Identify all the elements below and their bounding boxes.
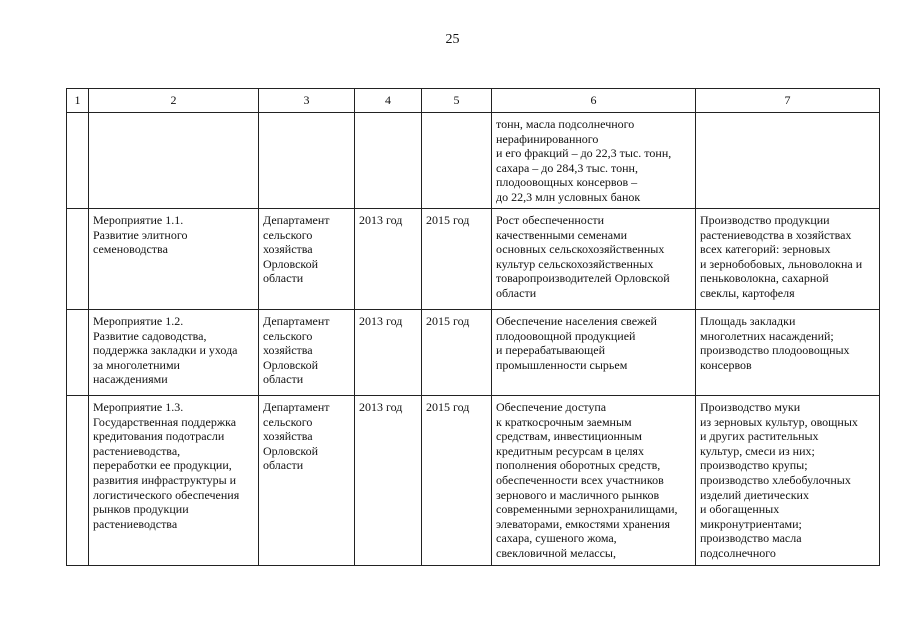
cell-col-1: [67, 209, 89, 310]
cell-indicators: Производство муки из зерновых культур, овощных и других растительных культур, смеси из них; производство крупы; производство хлебобулочных изделий диетических и обогащенных микронутриентами; производство масла подсолнечного: [696, 396, 880, 566]
cell-start-year: 2013 год: [355, 396, 422, 566]
column-header-2: 2: [89, 89, 259, 113]
column-header-6: 6: [492, 89, 696, 113]
column-header-4: 4: [355, 89, 422, 113]
table-row: [67, 209, 880, 310]
cell-expected-result: Рост обеспеченности качественными семенами основных сельскохозяйственных культур сельскохозяйственных товаропроизводителей Орловской области: [492, 209, 696, 310]
cell-start-year: [355, 113, 422, 209]
cell-indicators: Площадь закладки многолетних насаждений; производство плодоовощных консервов: [696, 310, 880, 396]
cell-end-year: 2015 год: [422, 396, 492, 566]
table-row: [67, 113, 880, 209]
cell-executor: Департамент сельского хозяйства Орловской области: [259, 310, 355, 396]
cell-col-1: [67, 113, 89, 209]
cell-indicators: Производство продукции растениеводства в хозяйствах всех категорий: зерновых и зернобобовых, льноволокна и пеньковолокна, сахарной свеклы, картофеля: [696, 209, 880, 310]
cell-end-year: 2015 год: [422, 310, 492, 396]
cell-activity: Мероприятие 1.1. Развитие элитного семеноводства: [89, 209, 259, 310]
table-row: [67, 396, 880, 566]
column-header-1: 1: [67, 89, 89, 113]
cell-start-year: 2013 год: [355, 310, 422, 396]
cell-executor: Департамент сельского хозяйства Орловской области: [259, 396, 355, 566]
table-header-row: [67, 89, 880, 113]
column-header-5: 5: [422, 89, 492, 113]
cell-activity: Мероприятие 1.2. Развитие садоводства, поддержка закладки и ухода за многолетними насаждениями: [89, 310, 259, 396]
cell-indicators: [696, 113, 880, 209]
cell-col-1: [67, 396, 89, 566]
column-header-3: 3: [259, 89, 355, 113]
cell-expected-result: Обеспечение доступа к краткосрочным заемным средствам, инвестиционным кредитным ресурсам в целях пополнения оборотных средств, обеспеченности всех участников зернового и масличного рынков современными зернохранилищами, элеваторами, емкостями хранения сахара, сушеного жома, свекловичной мелассы,: [492, 396, 696, 566]
cell-end-year: [422, 113, 492, 209]
cell-end-year: 2015 год: [422, 209, 492, 310]
cell-activity: Мероприятие 1.3. Государственная поддержка кредитования подотрасли растениеводства, переработки ее продукции, развития инфраструктуры и логистического обеспечения рынков продукции растениеводства: [89, 396, 259, 566]
program-table: [66, 88, 880, 566]
page-number: 25: [445, 32, 460, 47]
cell-executor: [259, 113, 355, 209]
cell-activity: [89, 113, 259, 209]
cell-start-year: 2013 год: [355, 209, 422, 310]
cell-col-1: [67, 310, 89, 396]
cell-expected-result: Обеспечение населения свежей плодоовощной продукцией и перерабатывающей промышленности сырьем: [492, 310, 696, 396]
cell-expected-result: тонн, масла подсолнечного нерафинированного и его фракций – до 22,3 тыс. тонн, сахара – до 284,3 тыс. тонн, плодоовощных консервов – до 22,3 млн условных банок: [492, 113, 696, 209]
column-header-7: 7: [696, 89, 880, 113]
table-row: [67, 310, 880, 396]
cell-executor: Департамент сельского хозяйства Орловской области: [259, 209, 355, 310]
